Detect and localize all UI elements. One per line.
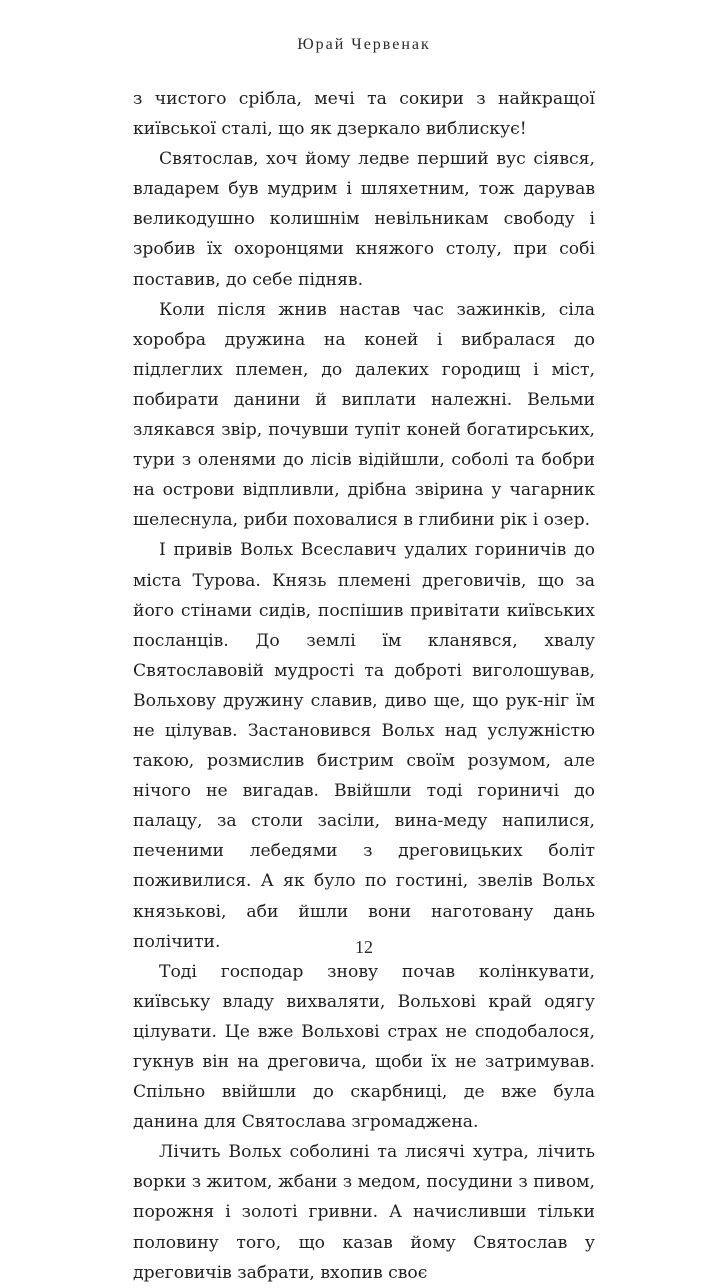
body-text (133, 84, 595, 1288)
running-head: Юрай Червенак (297, 36, 431, 53)
paragraph-2: Святослав, хоч йому ледве перший вус сіявся, владарем був мудрим і шляхетним, тож дарував великодушно колишнім невільникам свободу і зробив їх охоронцями княжого столу, при собі поставив, до себе підняв. (133, 149, 595, 290)
paragraph-3: Коли після жнив настав час зажинків, сіла хоробра дружина на коней і вибралася до підлеглих племен, до далеких городищ і міст, побирати данини й виплати належні. Вельми злякався звір, почувши тупіт коней богатирських, тури з оленями до лісів відійшли, соболі та бобри на острови відпливли, дрібна звірина у чагарник шелеснула, риби поховалися в глибини рік і озер. (133, 299, 595, 531)
paragraph-6: Лічить Вольх соболині та лисячі хутра, лічить ворки з житом, жбани з медом, посудини з пивом, порожня і золоті гривни. А начисливши тільки половину того, що казав йому Святослав у дреговичів забрати, вхопив своє (133, 1142, 595, 1283)
page-number: 12 (355, 937, 373, 957)
paragraph-5: Тоді господар знову почав колінкувати, київську владу вихваляти, Вольхові край одягу цілувати. Це вже Вольхові страх не сподобалося, гукнув він на дреговича, щоби їх не затримував. Спільно ввійшли до скарбниці, де вже була данина для Святослава згромаджена. (133, 961, 595, 1133)
paragraph-1: з чистого срібла, мечі та сокири з найкращої київської сталі, що як дзеркало виблискує! (133, 89, 595, 140)
paragraph-4: І привів Вольх Всеславич удалих гориничів до міста Турова. Князь племені дреговичів, що за його стінами сидів, поспішив привітати київських посланців. До землі їм кланявся, хвалу Святославовій мудрості та доброті виголошував, Вольхову дружину славив, диво ще, що рук-ніг їм не цілував. Застановився Вольх над услужністю такою, розмислив бистрим своїм розумом, але нічого не вигадав. Ввійшли тоді гориничі до палацу, за столи засіли, вина-меду напилися, печеними лебедями з дреговицьких боліт поживилися. А як було по гостині, звелів Вольх князькові, аби йшли вони наготовану дань полічити. (133, 540, 595, 952)
